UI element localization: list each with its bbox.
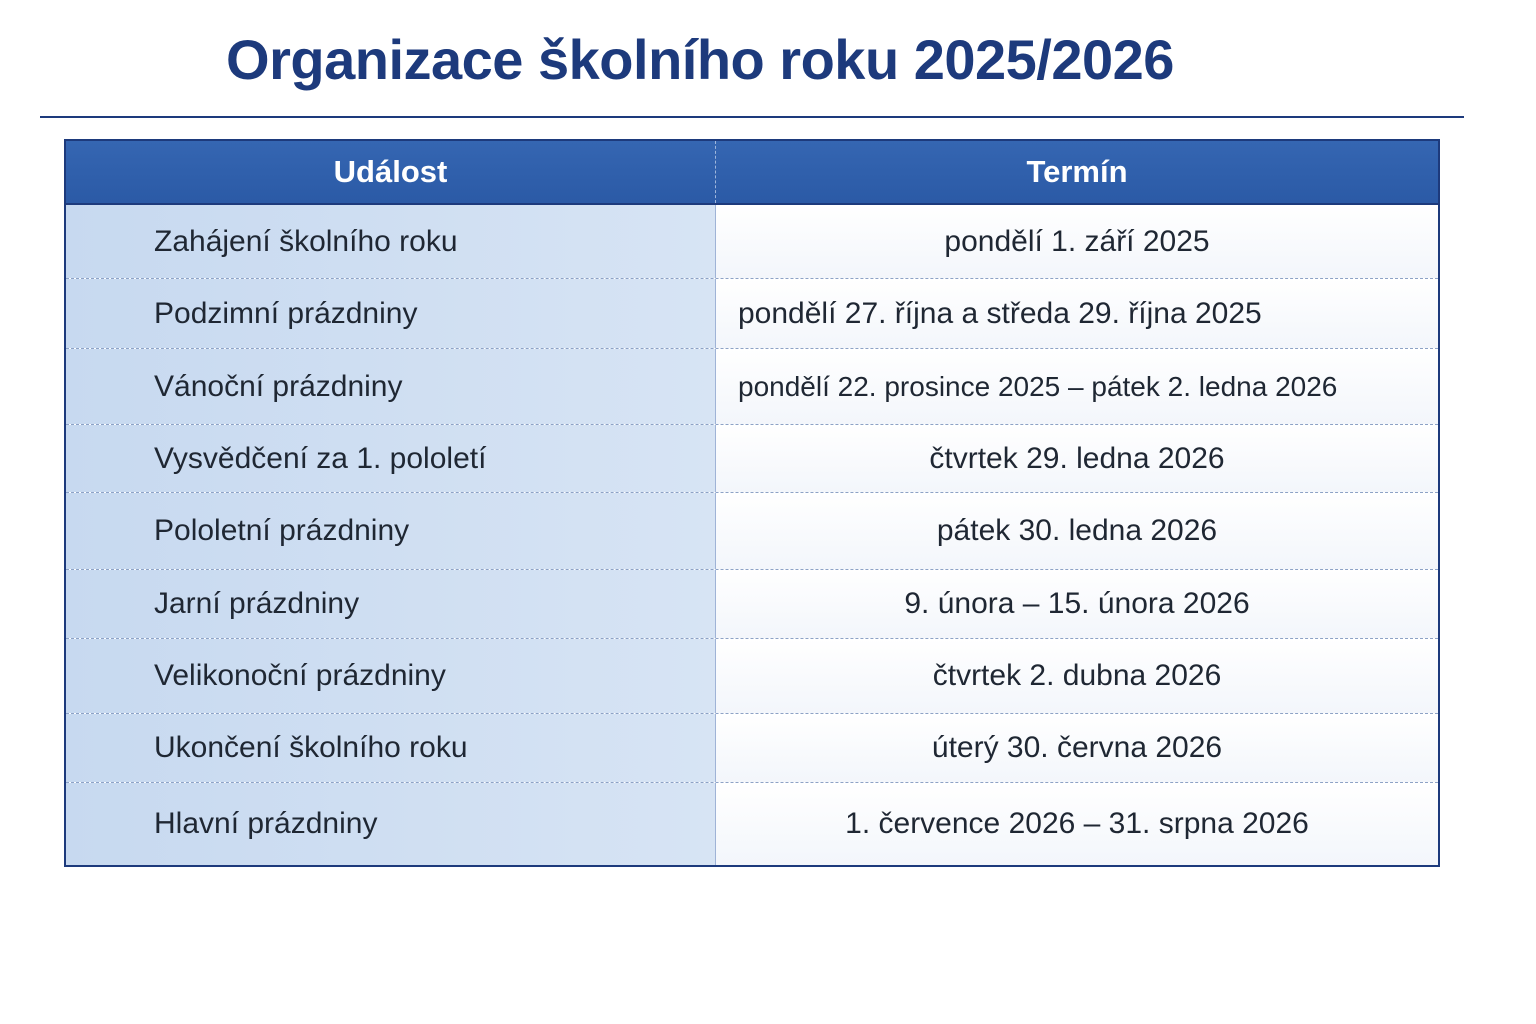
date-cell: čtvrtek 29. ledna 2026 — [716, 425, 1438, 492]
table-row — [66, 714, 1438, 783]
event-cell: Vysvědčení za 1. pololetí — [66, 425, 716, 492]
title-divider — [40, 116, 1464, 118]
table-row — [66, 279, 1438, 349]
date-cell: pondělí 22. prosince 2025 – pátek 2. ledna 2026 — [716, 349, 1438, 424]
header-event: Událost — [66, 141, 716, 203]
event-cell: Pololetní prázdniny — [66, 493, 716, 569]
header-date: Termín — [1026, 154, 1128, 189]
table-row — [66, 349, 1438, 425]
table-row — [66, 783, 1438, 865]
date-cell: pátek 30. ledna 2026 — [716, 493, 1438, 569]
event-cell: Hlavní prázdniny — [66, 783, 716, 865]
table-row — [66, 425, 1438, 493]
date-cell: 1. července 2026 – 31. srpna 2026 — [716, 783, 1438, 865]
event-cell: Ukončení školního roku — [66, 714, 716, 782]
date-cell: úterý 30. června 2026 — [716, 714, 1438, 782]
event-cell: Vánoční prázdniny — [66, 349, 716, 424]
table-row — [66, 493, 1438, 570]
date-cell: 9. února – 15. února 2026 — [716, 570, 1438, 638]
page-title: Organizace školního roku 2025/2026 — [226, 28, 1174, 91]
event-cell: Velikonoční prázdniny — [66, 639, 716, 713]
date-cell: pondělí 1. září 2025 — [716, 205, 1438, 278]
schedule-table — [64, 139, 1440, 867]
table-row — [66, 639, 1438, 714]
event-cell: Jarní prázdniny — [66, 570, 716, 638]
event-cell: Zahájení školního roku — [66, 205, 716, 278]
date-cell: čtvrtek 2. dubna 2026 — [716, 639, 1438, 713]
table-row — [66, 570, 1438, 639]
table-row — [66, 205, 1438, 279]
table-header — [66, 141, 1438, 205]
event-cell: Podzimní prázdniny — [66, 279, 716, 348]
date-cell: pondělí 27. října a středa 29. října 2025 — [716, 279, 1438, 348]
